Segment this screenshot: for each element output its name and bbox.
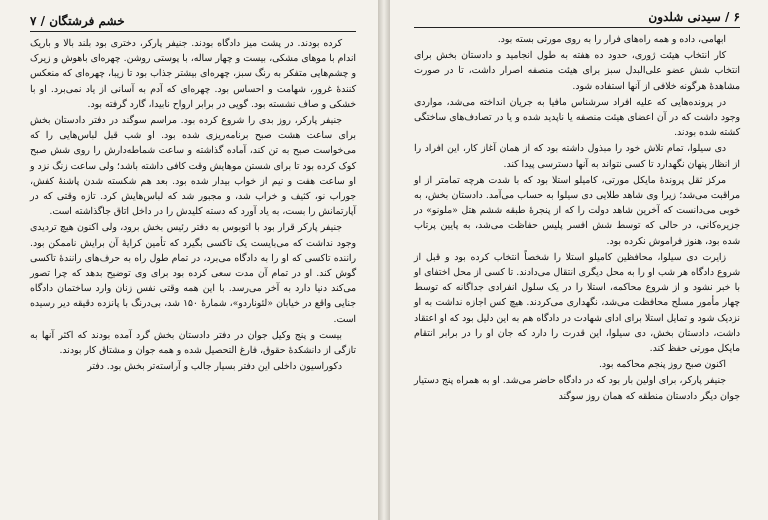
right-paragraph-3: در پرونده‌هایی که علیه افراد سرشناس مافیا به جریان انداخته می‌شد، مواردی وجود داشت که در آن اعضای هیئت منصفه یا ناپدید شده و یا در تصادف‌های ساختگی کشته شده بودند. bbox=[414, 96, 740, 139]
right-paragraph-6: زایرت دی سیلوا، محافظین کامیلو استلا را شخصاً انتخاب کرده بود و قبل از شروع دادگاه هر شب او را به محل دیگری انتقال می‌دادند. تا کسی از محل اختفای او با خبر نشود و از شروع محاکمه، استلا را در یک سلول انفرادی جداگانه که توسط چهار مأمور مسلح محافظت می‌شد، نگهداری می‌کردند. هیچ کس اجازه نداشت به او نزدیک شود و تمایل استلا برای ادای شهادت در دادگاه هم به این دلیل بود که او اعتقاد داشت، دادستان بخش، دی سیلوا، این قدرت را دارد که جان او را در برابر انتقام مایکل مورتی حفظ کند. bbox=[414, 251, 740, 355]
right-paragraph-8: جنیفر پارکر، برای اولین بار بود که در دادگاه حاضر می‌شد. او به همراه پنج دستیار جوان دیگر دادستان منطقه که همان روز سوگند bbox=[414, 375, 740, 402]
right-paragraph-4: دی سیلوا، تمام تلاش خود را مبذول داشته بود که از همان آغاز کار، این افراد را از انظار پنهان نگهدارد تا کسی نتواند به آنها دسترسی پیدا کند. bbox=[414, 143, 740, 170]
right-page-header: ۶ / سیدنی شلدون bbox=[414, 10, 740, 28]
right-paragraph-1: ابهامی، داده و همه راه‌های فرار را به روی مورتی بسته بود. bbox=[497, 34, 726, 45]
right-page bbox=[390, 0, 768, 520]
right-paragraph-5: مرکز ثقل پروندهٔ مایکل مورتی، کامیلو استلا بود که با شدت هرچه تمامتر از او مراقبت می‌شد؛ زیرا وی شاهد طلایی دی سیلوا به حساب می‌آمد. دادستان بخش، به خوبی می‌دانست که آخرین شاهد دولت را که از پنجرهٔ طبقه ششم هتل «ملونو» در جزیره‌کانی، در حالی که توسط شش افسر پلیس حفاظت می‌شد، به پایین پرتاب شده بود، هنوز فراموش نکرده بود. bbox=[414, 174, 740, 247]
left-page bbox=[0, 0, 378, 520]
left-paragraph-5: دکوراسیون داخلی این دفتر بسیار جالب و آراسته‌تر بخش بود. دفتر bbox=[87, 361, 342, 373]
left-paragraph-1: کرده بودند. در پشت میز دادگاه بودند. جنیفر پارکر، دختری بود بلند بالا و باریک اندام با موهای مشکی، بیست و چهار ساله، با پوستی روشن. چهره‌ای باهوش و زیرک و چشم‌هایی متفکر به رنگ سبز، چهره‌ای بیشتر جذاب بود تا زیبا، چهره‌ای که منعکس کنندهٔ غرور، شهامت و احساس بود. چهره‌ای که آدم به آسانی از یاد نمی‌برد. او با خشکی و صاف نشسته بود. گویی در برابر ارواح نابیدا، گارد گرفته بود. bbox=[30, 38, 356, 110]
left-page-header: خشم فرشتگان / ۷ bbox=[30, 14, 356, 32]
book-gutter bbox=[378, 0, 390, 520]
right-paragraph-2: کار انتخاب هیئت ژوری، حدود ده هفته به طول انجامید و دادستان بخش برای انتخاب شش عضو علی‌البدل سبز برای هیئت منصفه اصرار داشت، تا در صورت مشاهدهٔ هرگونه خلافی از آنها استفاده شود. bbox=[414, 50, 740, 92]
left-paragraph-3: جنیفر پارکر قرار بود با اتوبوس به دفتر رئیس بخش برود، ولی اکنون هیچ تردیدی وجود نداشت که می‌بایست یک تاکسی بگیرد که تأمین کرایهٔ آن برایش ناممکن بود. راننده تاکسی که او را به دادگاه می‌برد، در تمام طول راه به حرف‌های رانندهٔ تاکسی گوش کند. او در تمام آن مدت سعی کرده بود برای وی توضیح بدهد که چرا تصور می‌کند دنیا دارد به آخر می‌رسد. با این همه وقتی نفس زنان وارد ساختمان دادگاه جنایی واقع در خیابان «لئوناردو»، شمارهٔ ۱۵۰ شد، بی‌درنگ با پانزده دقیقه دیر رسیده است. bbox=[30, 222, 356, 325]
right-paragraph-7: اکنون صبح روز پنجم محاکمه بود. bbox=[598, 359, 726, 371]
right-page-body bbox=[414, 32, 740, 404]
left-page-body bbox=[30, 36, 356, 374]
left-paragraph-2: جنیفر پارکر، روز بدی را شروع کرده بود. مراسم سوگند در دفتر دادستان بخش برای ساعت هشت صبح برنامه‌ریزی شده بود. او شب قبل لباس‌هایی را که می‌خواست صبح به تن کند، آماده گذاشته و ساعت شماطه‌دارش را روی شش صبح کوک کرده بود تا برای شستن موهایش وقت کافی داشته باشد؛ ولی ساعت زنگ نزد و او ساعت هفت و نیم از خواب بیدار شده بود. بعد هم شکسته شدن پاشنهٔ کفش، جوراب نو، کثیف و خراب شد، و مجبور شد که لباس‌هایش کرد. تازه وقتی که در آپارتمانش را بست، به یاد آورد که دسته کلیدش را در داخل اتاق جاگذاشته است. bbox=[30, 115, 356, 218]
left-paragraph-4: بیست و پنج وکیل جوان در دفتر دادستان بخش گرد آمده بودند که اکثر آنها به تازگی از دانشکدهٔ حقوق، فارغ التحصیل شده و همه جوان و مشتاق کار بودند. bbox=[30, 329, 356, 357]
